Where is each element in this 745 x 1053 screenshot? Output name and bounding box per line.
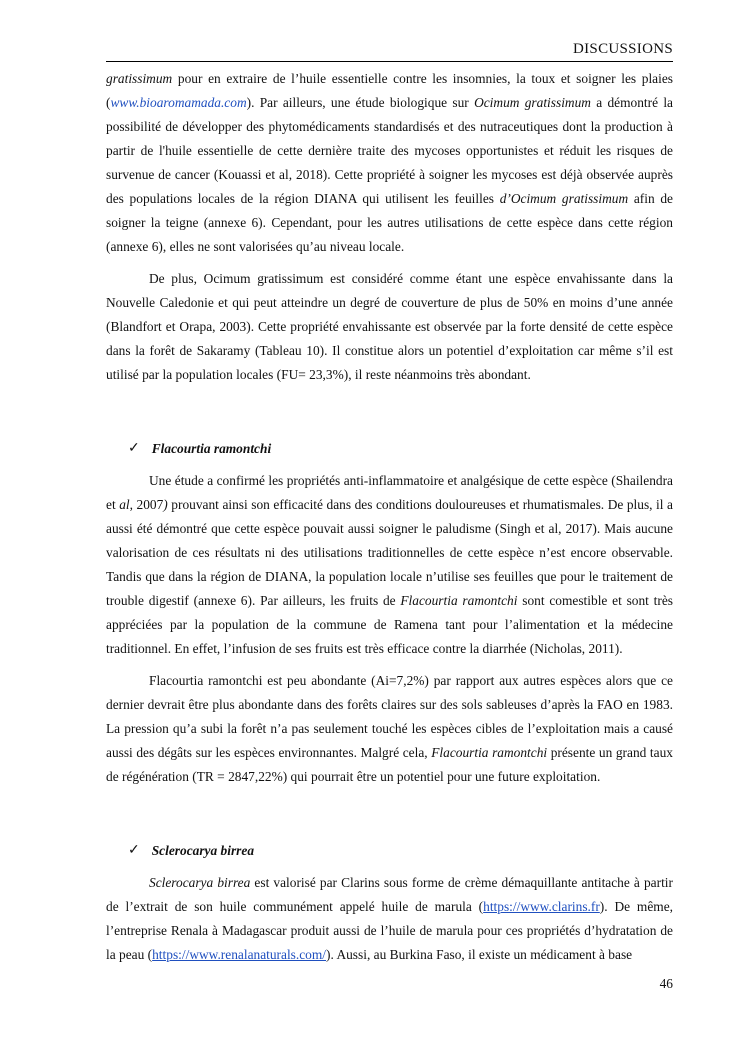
- page-number: 46: [659, 976, 673, 991]
- paragraph: [106, 67, 673, 259]
- text-run: présente un grand taux de régénération (TR = 2847,22%) qui pourrait être un potentiel pour une future exploitation.: [106, 745, 673, 784]
- running-header: DISCUSSIONS: [106, 41, 673, 62]
- paragraph: De plus, Ocimum gratissimum est considéré comme étant une espèce envahissante dans la Nouvelle Caledonie et qui peut atteindre un degré de couverture de plus de 50% en moins d’une année (Blandfort et Orapa, 2003). Cette propriété envahissante est observée par la forte densité de cette espèce dans la forêt de Sakaramy (Tableau 10). Il constitue alors un potentiel d’exploitation car même s’il est utilisé par la population locales (FU= 23,3%), il reste néanmoins très abondant.: [106, 271, 673, 382]
- section-heading: [128, 437, 673, 461]
- text-run: al: [119, 497, 130, 512]
- heading-label: Sclerocarya birrea: [151, 843, 255, 858]
- text-run: Flacourtia ramontchi est peu abondante (Ai=7,2%) par rapport aux autres espèces alors que ce dernier devrait être plus abondante dans des forêts claires sur des sols sableuses d’après la FAO en 1983. La pression qu’a subi la forêt n’a pas seulement touché les espèces cibles de l’exploitation mais a causé aussi des dégâts sur les espèces environnantes. Malgré cela,: [106, 673, 673, 760]
- species-name: Flacourtia ramontchi: [400, 593, 518, 608]
- paragraph: [106, 669, 673, 789]
- paragraph: [106, 871, 673, 967]
- text-run: ). Aussi, au Burkina Faso, il existe un médicament à base: [326, 947, 633, 962]
- text-run: ). Par ailleurs, une étude biologique sur: [246, 95, 475, 110]
- text-run: afin de soigner la teigne (annexe 6). Cependant, pour les autres utilisations de cette espèce dans cette région (annexe 6), elles ne sont valorisées qu’au niveau locale.: [106, 191, 673, 254]
- species-name: gratissimum: [106, 71, 173, 86]
- species-name: Flacourtia ramontchi: [431, 745, 548, 760]
- text-run: ): [163, 497, 168, 512]
- paragraph: [106, 469, 673, 661]
- text-run: , 2007: [129, 497, 164, 512]
- species-name: d’Ocimum gratissimum: [499, 191, 629, 206]
- text-run: prouvant ainsi son efficacité dans des conditions douloureuses et rhumatismales. De plus, il a aussi été démontré que cette espèce pouvait aussi soigner le paludisme (Singh et al, 2017). Mais aucune valorisation de ces résultats ni des utilisations traditionnelles de cette espèce n’est encore observable. Tandis que dans la région de DIANA, la population locale n’utilise ses feuilles que pour le traitement de trouble digestif (annexe 6). Par ailleurs, les fruits de: [106, 497, 673, 608]
- species-name: Sclerocarya birrea: [149, 875, 251, 890]
- text-run: est valorisé par Clarins sous forme de crème démaquillante antitache à partir de l’extrait de son huile communément appelé huile de marula (: [106, 875, 673, 914]
- website-link[interactable]: www.bioaromamada.com: [110, 95, 247, 110]
- renala-link[interactable]: https://www.renalanaturals.com/: [152, 947, 327, 962]
- text-run: Une étude a confirmé les propriétés anti-inflammatoire et analgésique de cette espèce (Shailendra et: [106, 473, 673, 512]
- text-run: sont comestible et sont très appréciées par la population de la commune de Ramena tant pour l’alimentation et la médecine traditionnel. En effet, l’infusion de ses fruits est très efficace contre la diarrhée (Nicholas, 2011).: [106, 593, 674, 656]
- heading-label: Flacourtia ramontchi: [151, 441, 272, 456]
- checkmark-icon: ✓: [128, 441, 140, 456]
- checkmark-icon: ✓: [128, 843, 140, 858]
- clarins-link[interactable]: https://www.clarins.fr: [483, 899, 600, 914]
- text-run: ). De même, l’entreprise Renala à Madagascar produit aussi de l’huile de marula pour ces propriétés d’hydratation de la peau (: [106, 899, 673, 962]
- body-text: [106, 67, 673, 975]
- species-name: Ocimum gratissimum: [474, 95, 591, 110]
- text-run: a démontré la possibilité de développer des phytomédicaments standardisés et des nutraceutiques dont la production à partir de l'huile essentielle de cette dernière traite des mycoses opportunistes et réduit les risques de survenue de cancer (Kouassi et al, 2018). Cette propriété à soigner les mycoses est déjà observée auprès des populations locales de la région DIANA qui utilisent les feuilles: [106, 95, 674, 206]
- section-heading: [128, 839, 673, 863]
- text-run: pour en extraire de l’huile essentielle contre les insomnies, la toux et soigner les plaies (: [106, 71, 673, 110]
